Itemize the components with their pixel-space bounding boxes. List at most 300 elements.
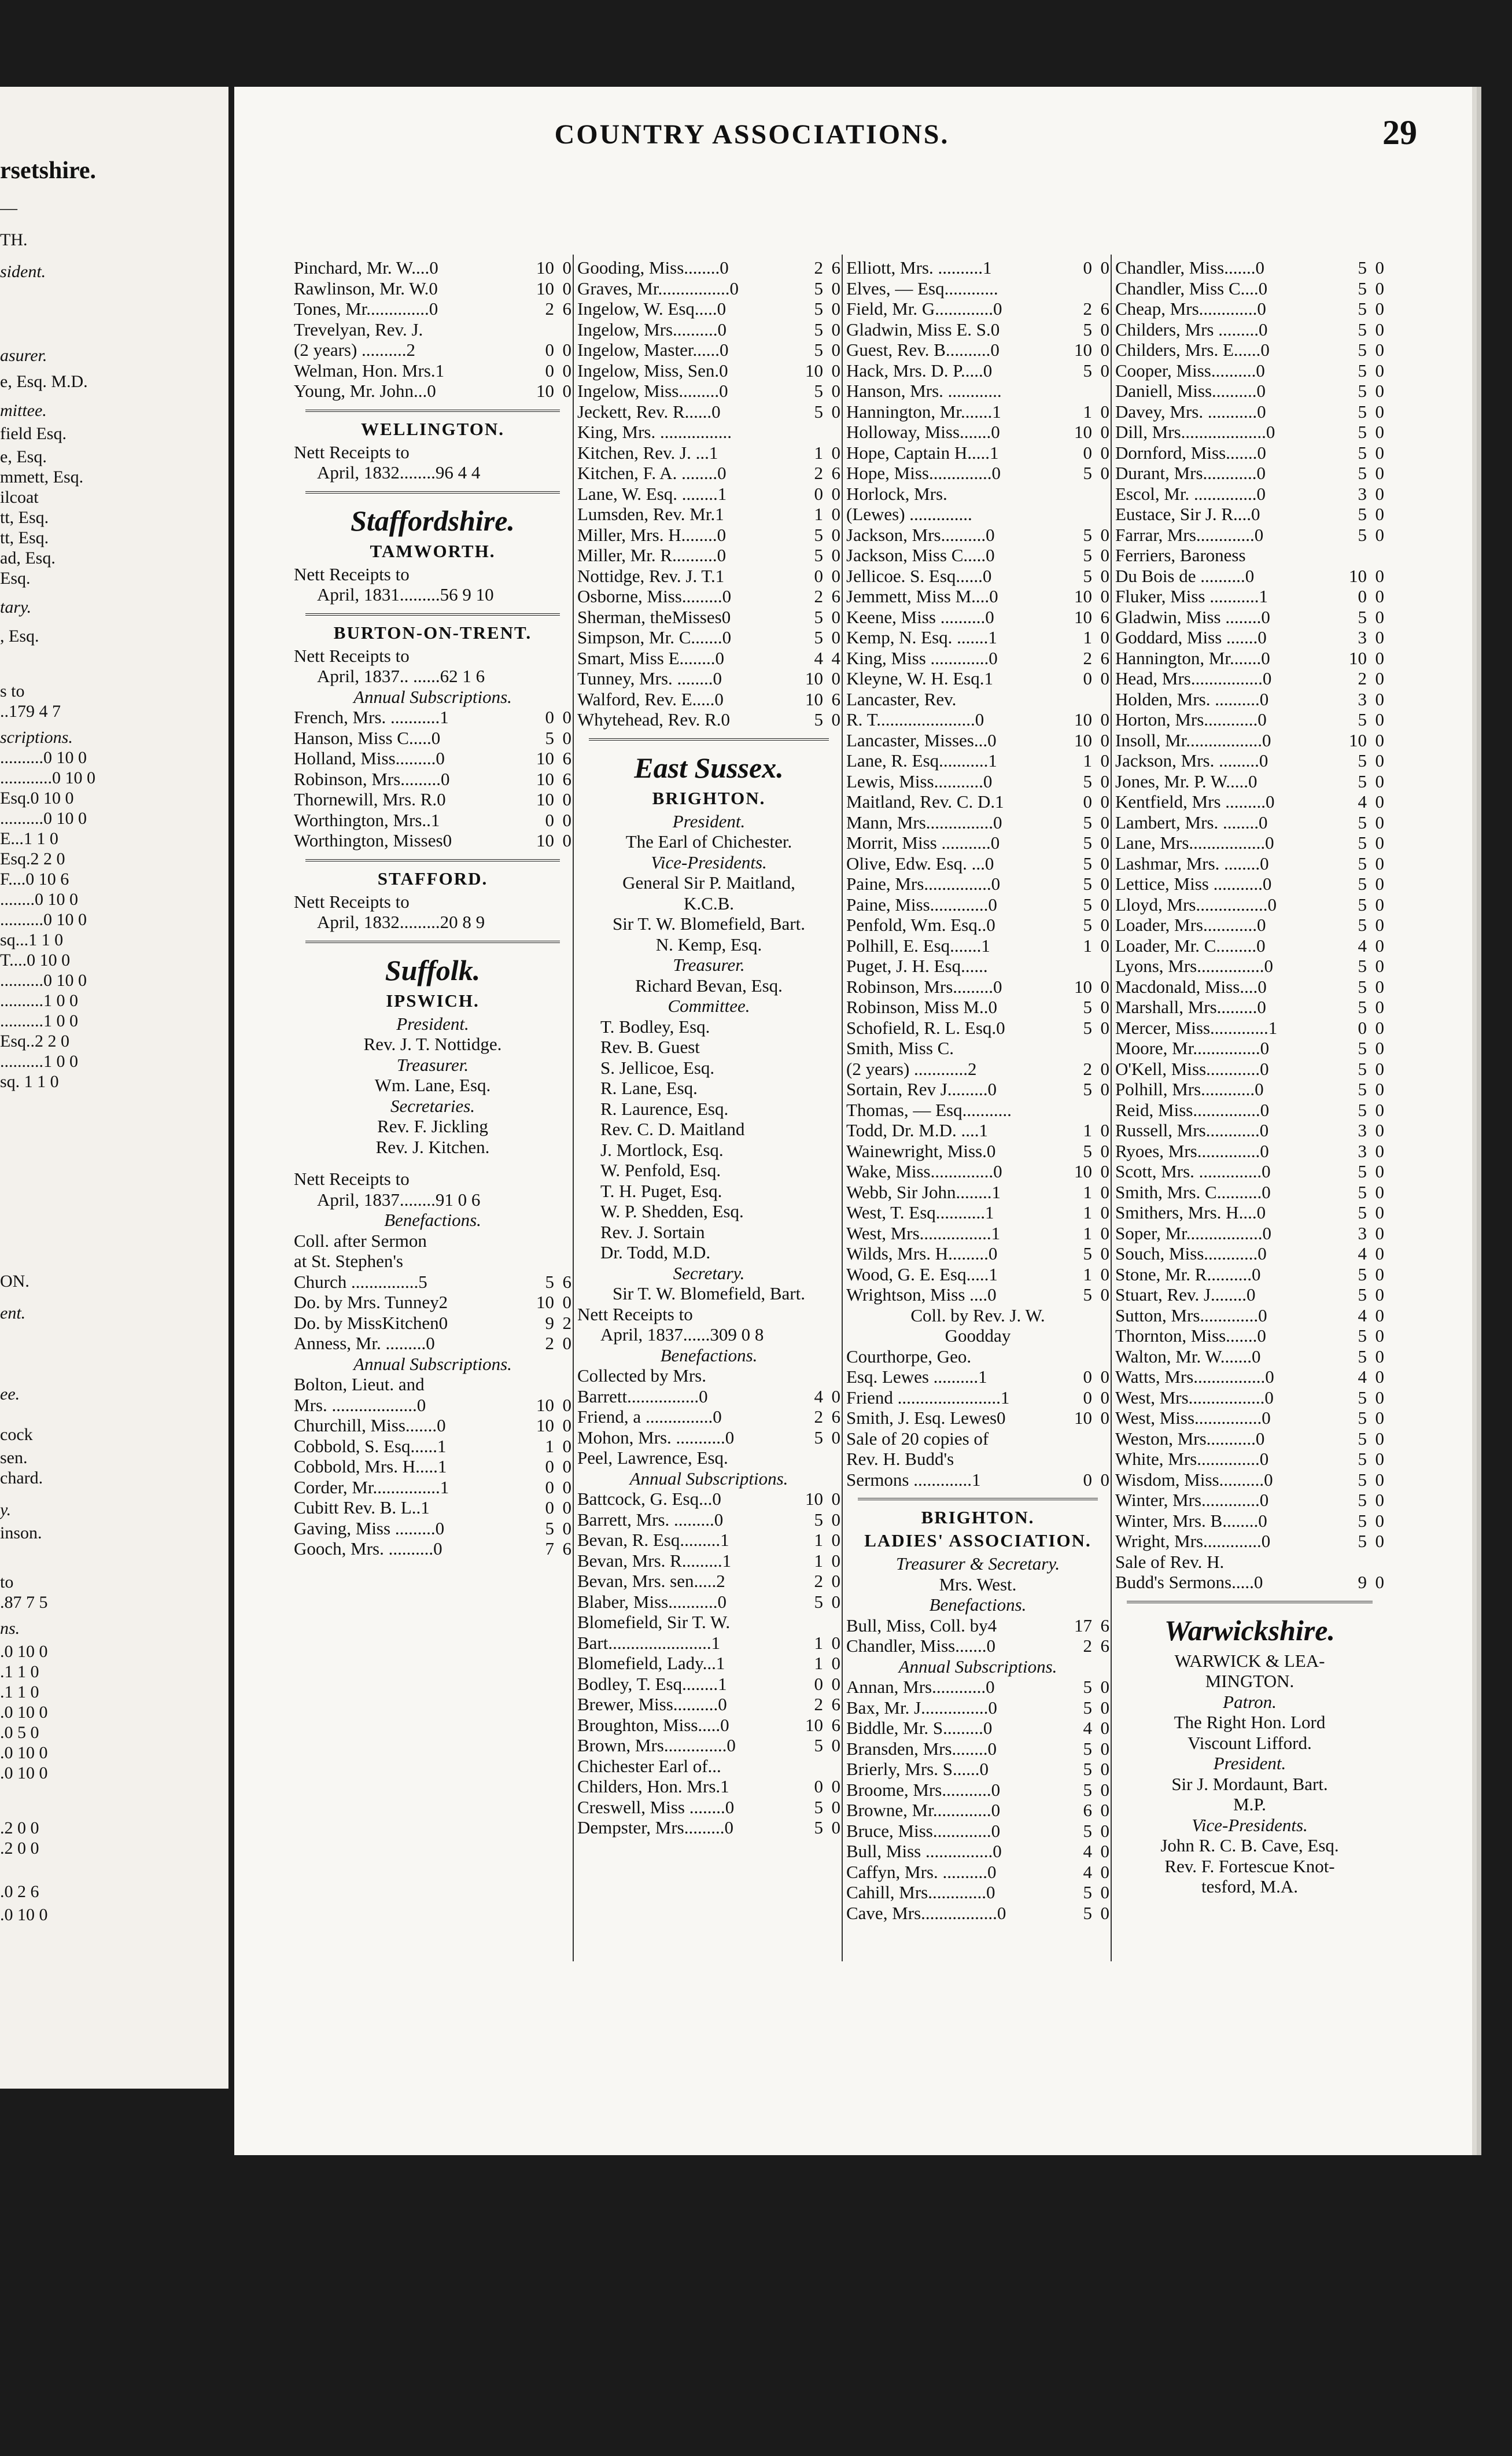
amount-pence: 0 <box>1100 1284 1109 1305</box>
entry-name: Walton, Mr. W.......0 <box>1115 1346 1261 1367</box>
left-page-line: ns. <box>0 1619 20 1638</box>
text-line: Trevelyan, Rev. J. <box>294 319 423 340</box>
subscription-entry <box>846 730 1109 751</box>
subscription-entry <box>577 566 840 587</box>
amount-pence: 0 <box>1100 1264 1109 1284</box>
subscription-entry <box>1115 607 1384 628</box>
subscription-entry <box>846 1882 1109 1903</box>
amount-pence: 6 <box>562 1538 571 1559</box>
left-page-line: tt, Esq. <box>0 508 49 527</box>
amount-pence: 0 <box>1375 401 1384 422</box>
centered-line: Viscount Lifford. <box>1188 1732 1312 1753</box>
subscription-entry <box>294 1436 571 1457</box>
amount-pence: 0 <box>1100 915 1109 935</box>
amount-pence: 0 <box>1375 524 1384 545</box>
entry-name: Holden, Mrs. ..........0 <box>1115 688 1269 709</box>
entry-name: Lewis, Miss...........0 <box>846 771 993 791</box>
entry-name: Wainewright, Miss.0 <box>846 1140 996 1161</box>
left-page-line: tary. <box>0 598 32 617</box>
subscription-entry <box>1115 956 1384 977</box>
subscription-entry <box>1115 360 1384 381</box>
amount-pence: 0 <box>1375 381 1384 401</box>
section-rule <box>858 1498 1098 1500</box>
section-label: President. <box>396 1013 469 1034</box>
entry-name: Hannington, Mr.......0 <box>1115 647 1270 668</box>
amount-shillings: 5 <box>1358 278 1367 299</box>
subscription-entry <box>846 422 1109 443</box>
entry-name: Broome, Mrs...........0 <box>846 1779 1001 1800</box>
subscription-entry <box>846 1161 1109 1182</box>
subscription-entry <box>294 257 571 278</box>
left-page-line: .0 10 0 <box>0 1905 48 1924</box>
amount-pence: 0 <box>1375 299 1384 319</box>
subscription-entry <box>846 463 1109 484</box>
left-page-line: rsetshire. <box>0 159 97 182</box>
subscription-entry <box>577 1694 840 1715</box>
text-line: Courthorpe, Geo. <box>846 1346 972 1367</box>
amount-pence: 0 <box>1375 668 1384 688</box>
entry-name: Kitchen, F. A. ........0 <box>577 463 727 483</box>
subscription-entry <box>846 853 1109 874</box>
amount-shillings: 5 <box>1358 257 1367 278</box>
amount-shillings: 1 <box>814 1653 823 1673</box>
entry-name: Bruce, Miss.............0 <box>846 1820 1001 1841</box>
amount-shillings: 5 <box>1358 997 1367 1017</box>
amount-shillings: 0 <box>1358 586 1367 606</box>
indented-line: T. Bodley, Esq. <box>600 1016 710 1037</box>
left-page-line: asurer. <box>0 346 47 365</box>
section-label: Vice-Presidents. <box>651 852 767 872</box>
subscription-entry <box>577 545 840 566</box>
subscription-entry <box>1115 689 1384 710</box>
amount-pence: 0 <box>1100 340 1109 360</box>
amount-pence: 6 <box>1100 647 1109 668</box>
entry-name: Biddle, Mr. S.........0 <box>846 1718 993 1738</box>
centered-line: N. Kemp, Esq. <box>655 934 762 955</box>
subscription-entry <box>1115 874 1384 894</box>
entry-name: Scott, Mrs. ..............0 <box>1115 1161 1271 1181</box>
left-page-line: ..........0 10 0 <box>0 971 87 990</box>
amount-pence: 0 <box>1100 524 1109 545</box>
text-line: Smith, Miss C. <box>846 1038 954 1058</box>
subscription-entry <box>294 1395 571 1416</box>
subscription-entry <box>294 340 571 360</box>
amount-shillings: 5 <box>1083 565 1092 586</box>
amount-pence: 0 <box>1375 1305 1384 1325</box>
amount-shillings: 2 <box>1083 1058 1092 1079</box>
amount-pence: 6 <box>562 299 571 319</box>
section-label: Treasurer. <box>673 955 745 975</box>
entry-name: Gladwin, Miss ........0 <box>1115 606 1270 627</box>
centered-line: Sir J. Mordaunt, Bart. <box>1171 1773 1328 1794</box>
amount-shillings: 4 <box>814 1386 823 1406</box>
subscription-entry <box>577 443 840 463</box>
left-page-line: y. <box>0 1500 12 1519</box>
indented-line: S. Jellicoe, Esq. <box>600 1057 715 1078</box>
section-label: Benefactions. <box>384 1210 481 1230</box>
subscription-entry <box>1115 1243 1384 1264</box>
entry-name: King, Miss .............0 <box>846 647 998 668</box>
amount-pence: 0 <box>831 1509 840 1530</box>
subscription-entry <box>1115 1018 1384 1039</box>
amount-shillings: 10 <box>805 1714 823 1735</box>
amount-pence: 0 <box>831 381 840 401</box>
amount-shillings: 5 <box>1358 606 1367 627</box>
subscription-entry <box>577 1797 840 1818</box>
entry-name: Webb, Sir John........1 <box>846 1181 1001 1202</box>
entry-name: Horton, Mrs............0 <box>1115 709 1267 730</box>
centered-line: Rev. F. Jickling <box>377 1116 488 1136</box>
entry-name: Tones, Mr..............0 <box>294 299 438 319</box>
entry-name: Friend .......................1 <box>846 1387 1010 1408</box>
subscription-entry <box>577 257 840 278</box>
subscription-entry <box>846 1182 1109 1203</box>
amount-shillings: 5 <box>1358 381 1367 401</box>
subscription-entry <box>577 525 840 546</box>
amount-pence: 0 <box>831 1632 840 1653</box>
subscription-entry <box>1115 750 1384 771</box>
amount-shillings: 0 <box>545 340 554 360</box>
amount-pence: 0 <box>1100 668 1109 688</box>
amount-shillings: 5 <box>1358 1038 1367 1058</box>
text-line: Horlock, Mrs. <box>846 483 947 504</box>
place-heading: BURTON-ON-TRENT. <box>333 622 532 643</box>
amount-pence: 0 <box>1100 1902 1109 1923</box>
entry-name: Barrett, Mrs. .........0 <box>577 1509 724 1530</box>
indented-line: J. Mortlock, Esq. <box>600 1139 724 1160</box>
subscription-entry <box>1115 525 1384 546</box>
subscription-entry <box>1115 278 1384 299</box>
indented-line: April, 1837........91 0 6 <box>317 1189 481 1210</box>
amount-shillings: 0 <box>1083 1367 1092 1387</box>
amount-pence: 0 <box>1375 1325 1384 1346</box>
subscription-entry <box>846 360 1109 381</box>
left-page-line: E...1 1 0 <box>0 829 58 848</box>
left-page-line: cock <box>0 1425 33 1444</box>
entry-name: Jemmett, Miss M....0 <box>846 586 998 606</box>
amount-shillings: 2 <box>814 463 823 483</box>
section-label: Annual Subscriptions. <box>353 1353 512 1374</box>
subscription-entry <box>846 257 1109 278</box>
text-line: Bolton, Lieut. and <box>294 1374 425 1394</box>
left-page-line: Esq. <box>0 569 31 588</box>
amount-shillings: 10 <box>1349 647 1367 668</box>
text-line: Ferriers, Baroness <box>1115 545 1246 565</box>
amount-pence: 0 <box>562 1456 571 1476</box>
subscription-entry <box>294 1497 571 1518</box>
amount-pence: 0 <box>1100 874 1109 894</box>
subscription-entry <box>846 812 1109 833</box>
amount-shillings: 4 <box>1083 1861 1092 1882</box>
amount-shillings: 4 <box>1358 791 1367 812</box>
amount-pence: 0 <box>1375 1161 1384 1181</box>
amount-shillings: 1 <box>1083 401 1092 422</box>
subscription-entry <box>1115 853 1384 874</box>
amount-pence: 0 <box>831 524 840 545</box>
subscription-entry <box>846 340 1109 360</box>
text-line: Nett Receipts to <box>294 441 410 462</box>
amount-shillings: 5 <box>1083 1677 1092 1697</box>
subscription-entry <box>294 1333 571 1354</box>
amount-pence: 0 <box>1375 853 1384 874</box>
text-line: Hanson, Mrs. ............ <box>846 381 1002 401</box>
entry-name: Ingelow, Miss.........0 <box>577 381 728 401</box>
amount-shillings: 1 <box>814 504 823 524</box>
subscription-entry <box>577 1592 840 1612</box>
entry-name: Field, Mr. G.............0 <box>846 299 1002 319</box>
subscription-entry <box>577 689 840 710</box>
subscription-entry <box>1115 1038 1384 1059</box>
indented-line: W. Penfold, Esq. <box>600 1160 721 1180</box>
amount-shillings: 10 <box>1074 976 1092 997</box>
subscription-entry <box>1115 812 1384 833</box>
left-page-line: to <box>0 1573 14 1592</box>
entry-name: Holloway, Miss.......0 <box>846 422 1000 442</box>
entry-name: Wilds, Mrs. H.........0 <box>846 1243 998 1264</box>
subscription-entry <box>1115 1408 1384 1428</box>
amount-shillings: 5 <box>1358 915 1367 935</box>
amount-pence: 0 <box>1375 1243 1384 1264</box>
subscription-entry <box>577 1509 840 1530</box>
amount-pence: 0 <box>831 1796 840 1817</box>
text-line: Coll. after Sermon <box>294 1230 427 1251</box>
place-heading: BRIGHTON. <box>921 1507 1035 1527</box>
entry-name: Robinson, Miss M..0 <box>846 997 997 1017</box>
entry-name: Whytehead, Rev. R.0 <box>577 709 730 730</box>
left-page-line: .0 2 6 <box>0 1882 39 1901</box>
entry-name: Bevan, R. Esq.........1 <box>577 1530 729 1550</box>
indented-line: April, 1831.........56 9 10 <box>317 584 494 605</box>
subscription-entry <box>1115 709 1384 730</box>
entry-name: Esq. Lewes ..........1 <box>846 1367 987 1387</box>
left-page-line: ee. <box>0 1385 20 1404</box>
amount-shillings: 5 <box>814 1591 823 1612</box>
amount-pence: 0 <box>562 1518 571 1538</box>
subscription-entry <box>846 1120 1109 1141</box>
amount-pence: 0 <box>1100 1223 1109 1243</box>
amount-pence: 0 <box>831 606 840 627</box>
entry-name: Mann, Mrs...............0 <box>846 812 1002 833</box>
indented-line: April, 1837.. ......62 1 6 <box>317 666 485 686</box>
subscription-entry <box>846 668 1109 689</box>
amount-pence: 0 <box>1375 956 1384 976</box>
subscription-entry <box>846 607 1109 628</box>
section-label: Secretary. <box>673 1262 745 1283</box>
subscription-entry <box>1115 566 1384 587</box>
amount-shillings: 5 <box>814 401 823 422</box>
amount-pence: 0 <box>1100 1202 1109 1223</box>
subscription-entry <box>1115 402 1384 422</box>
amount-pence: 0 <box>1100 1140 1109 1161</box>
entry-name: Cubitt Rev. B. L..1 <box>294 1497 430 1518</box>
subscription-entry <box>1115 257 1384 278</box>
centered-line: Rev. F. Fortescue Knot- <box>1164 1855 1335 1876</box>
subscription-entry <box>846 1903 1109 1924</box>
amount-shillings: 5 <box>814 627 823 647</box>
entry-name: Escol, Mr. ..............0 <box>1115 483 1266 504</box>
amount-pence: 0 <box>562 340 571 360</box>
entry-name: Miller, Mr. R..........0 <box>577 545 727 565</box>
subscription-entry <box>846 709 1109 730</box>
left-page-line: ........0 10 0 <box>0 890 78 909</box>
amount-pence: 0 <box>1375 1099 1384 1120</box>
left-page-line: ..........1 0 0 <box>0 991 78 1010</box>
indented-line: Rev. J. Sortain <box>600 1221 705 1242</box>
entry-name: Watts, Mrs................0 <box>1115 1367 1274 1387</box>
subscription-entry <box>294 748 571 769</box>
entry-name: Bull, Miss ...............0 <box>846 1841 1002 1861</box>
entry-name: West, Mrs.................0 <box>1115 1387 1274 1408</box>
entry-name: West, Miss...............0 <box>1115 1408 1271 1428</box>
subscription-entry <box>1115 997 1384 1018</box>
amount-shillings: 5 <box>1358 771 1367 791</box>
amount-pence: 0 <box>1100 1469 1109 1490</box>
subscription-entry <box>1115 1428 1384 1449</box>
entry-name: Gladwin, Miss E. S.0 <box>846 319 1000 340</box>
amount-pence: 2 <box>562 1312 571 1333</box>
amount-shillings: 10 <box>536 748 554 768</box>
entry-name: Hanson, Miss C.....0 <box>294 727 441 748</box>
amount-pence: 0 <box>1375 976 1384 997</box>
subscription-entry <box>577 1530 840 1551</box>
entry-name: Farrar, Mrs.............0 <box>1115 524 1264 545</box>
amount-shillings: 0 <box>1083 442 1092 463</box>
amount-pence: 0 <box>1100 1058 1109 1079</box>
subscription-entry <box>1115 1100 1384 1121</box>
amount-pence: 0 <box>1100 257 1109 278</box>
indented-line: R. Laurence, Esq. <box>600 1098 729 1119</box>
amount-pence: 0 <box>831 340 840 360</box>
amount-pence: 6 <box>831 1406 840 1427</box>
entry-name: Young, Mr. John...0 <box>294 381 436 401</box>
amount-shillings: 1 <box>1083 1264 1092 1284</box>
amount-pence: 0 <box>1375 812 1384 833</box>
centered-line: John R. C. B. Cave, Esq. <box>1160 1835 1339 1855</box>
subscription-entry <box>846 648 1109 669</box>
entry-name: Paine, Miss.............0 <box>846 894 997 915</box>
text-line: Rev. H. Budd's <box>846 1449 954 1469</box>
subscription-entry <box>294 1518 571 1539</box>
subscription-entry <box>846 1470 1109 1490</box>
section-label: Treasurer & Secretary. <box>895 1553 1060 1574</box>
amount-shillings: 10 <box>1349 565 1367 586</box>
amount-pence: 0 <box>1375 463 1384 483</box>
amount-shillings: 5 <box>814 1735 823 1755</box>
left-page-line: .1 1 0 <box>0 1662 39 1681</box>
amount-shillings: 5 <box>1358 1079 1367 1099</box>
indented-line: April, 1837......309 0 8 <box>600 1324 764 1345</box>
entry-name: Robinson, Mrs.........0 <box>846 976 1002 997</box>
subscription-entry <box>1115 1059 1384 1080</box>
section-rule <box>589 738 829 741</box>
amount-pence: 0 <box>1100 853 1109 874</box>
amount-shillings: 5 <box>1358 853 1367 874</box>
subscription-entry <box>1115 1325 1384 1346</box>
section-label: Benefactions. <box>660 1345 758 1365</box>
amount-pence: 0 <box>1100 1800 1109 1820</box>
text-line: Sale of Rev. H. <box>1115 1551 1225 1572</box>
amount-shillings: 5 <box>1358 299 1367 319</box>
subscription-entry <box>846 627 1109 648</box>
subscription-entry <box>846 1800 1109 1821</box>
amount-shillings: 2 <box>1083 647 1092 668</box>
amount-shillings: 1 <box>1083 627 1092 647</box>
amount-shillings: 0 <box>545 707 554 727</box>
entry-name: Broughton, Miss.....0 <box>577 1714 729 1735</box>
entry-name: Lancaster, Misses...0 <box>846 730 997 750</box>
entry-name: Bransden, Mrs........0 <box>846 1738 997 1759</box>
amount-shillings: 5 <box>814 1796 823 1817</box>
text-line: Sale of 20 copies of <box>846 1428 989 1449</box>
entry-name: Friend, a ...............0 <box>577 1406 722 1427</box>
subscription-entry <box>846 874 1109 894</box>
centered-line: Rev. J. Kitchen. <box>375 1136 490 1157</box>
amount-shillings: 7 <box>545 1538 554 1559</box>
amount-pence: 0 <box>1100 463 1109 483</box>
entry-name: Lane, W. Esq. ........1 <box>577 483 727 504</box>
entry-name: Brewer, Miss..........0 <box>577 1694 727 1714</box>
amount-shillings: 0 <box>814 1776 823 1796</box>
amount-shillings: 1 <box>814 1632 823 1653</box>
amount-shillings: 10 <box>1074 709 1092 730</box>
amount-shillings: 5 <box>1083 1738 1092 1759</box>
amount-pence: 0 <box>1375 1120 1384 1140</box>
section-label: Benefactions. <box>929 1595 1027 1615</box>
amount-shillings: 4 <box>1083 1718 1092 1738</box>
entry-name: Annan, Mrs............0 <box>846 1677 995 1697</box>
amount-shillings: 2 <box>1083 299 1092 319</box>
subscription-entry <box>1115 422 1384 443</box>
amount-pence: 0 <box>1375 709 1384 730</box>
centered-line: Mrs. West. <box>939 1574 1017 1595</box>
centered-line: Rev. J. T. Nottidge. <box>363 1034 502 1054</box>
amount-pence: 0 <box>1375 750 1384 771</box>
subscription-entry <box>294 1415 571 1436</box>
amount-pence: 0 <box>1375 340 1384 360</box>
amount-pence: 0 <box>831 299 840 319</box>
subscription-entry <box>846 977 1109 997</box>
entry-name: Wood, G. E. Esq.....1 <box>846 1264 998 1284</box>
amount-shillings: 5 <box>1358 1469 1367 1490</box>
entry-name: Rawlinson, Mr. W.0 <box>294 278 438 299</box>
left-page-line: Esq..2 2 0 <box>0 1032 69 1051</box>
amount-shillings: 5 <box>1358 340 1367 360</box>
centered-line: Sir T. W. Blomefield, Bart. <box>613 914 805 934</box>
text-line: Nett Receipts to <box>294 564 410 584</box>
amount-pence: 0 <box>562 1394 571 1415</box>
amount-pence: 0 <box>831 565 840 586</box>
column-1 <box>294 257 571 2456</box>
amount-pence: 0 <box>1375 606 1384 627</box>
amount-shillings: 4 <box>1083 1841 1092 1861</box>
subscription-entry <box>577 504 840 525</box>
amount-shillings: 5 <box>1083 1140 1092 1161</box>
amount-pence: 0 <box>1375 915 1384 935</box>
amount-pence: 0 <box>1375 1449 1384 1469</box>
amount-shillings: 5 <box>1358 1284 1367 1305</box>
centered-line: MINGTON. <box>1205 1671 1295 1691</box>
amount-pence: 0 <box>1375 1408 1384 1428</box>
left-page-line: mittee. <box>0 401 47 420</box>
entry-name: Lambert, Mrs. ........0 <box>1115 812 1268 833</box>
amount-pence: 0 <box>831 1550 840 1571</box>
amount-shillings: 2 <box>814 1571 823 1591</box>
amount-pence: 0 <box>1100 730 1109 750</box>
amount-shillings: 10 <box>1074 1161 1092 1181</box>
entry-name: Stone, Mr. R..........0 <box>1115 1264 1261 1284</box>
entry-name: Hope, Captain H.....1 <box>846 442 999 463</box>
amount-shillings: 5 <box>1358 812 1367 833</box>
